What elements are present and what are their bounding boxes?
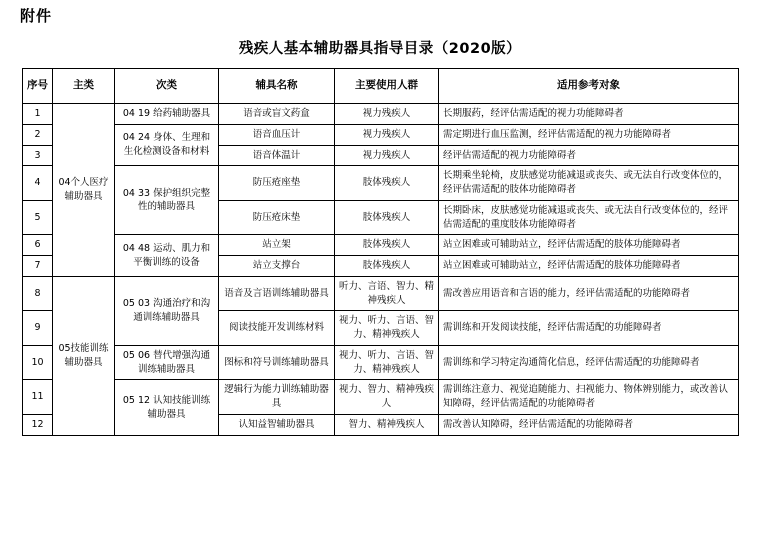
cell-reference: 经评估需适配的视力功能障碍者	[439, 145, 739, 166]
cell-reference: 长期卧床，皮肤感觉功能减退或丧失、或无法自行改变体位的，经评估需适配的重度肢体功能障碍者	[439, 200, 739, 235]
cell-users: 肢体残疾人	[335, 256, 439, 277]
cell-device-name: 防压疮座垫	[219, 166, 335, 201]
header-device-name: 辅具名称	[219, 69, 335, 104]
cell-reference: 需改善认知障碍，经评估需适配的功能障碍者	[439, 415, 739, 436]
cell-sub-category: 04 24 身体、生理和生化检测设备和材料	[115, 124, 219, 166]
cell-users: 视力残疾人	[335, 104, 439, 125]
cell-reference: 需训练注意力、视觉追随能力、扫视能力、物体辨别能力，或改善认知障碍，经评估需适配的功能障碍者	[439, 380, 739, 415]
cell-device-name: 逻辑行为能力训练辅助器具	[219, 380, 335, 415]
catalog-table-container	[22, 68, 738, 436]
cell-num: 11	[23, 380, 53, 415]
cell-device-name: 站立支撑台	[219, 256, 335, 277]
cell-num: 5	[23, 200, 53, 235]
cell-reference: 需定期进行血压监测，经评估需适配的视力功能障碍者	[439, 124, 739, 145]
cell-users: 智力、精神残疾人	[335, 415, 439, 436]
cell-device-name: 图标和符号训练辅助器具	[219, 345, 335, 380]
table-row	[23, 166, 739, 201]
table-row	[23, 104, 739, 125]
table-row	[23, 235, 739, 256]
cell-num: 2	[23, 124, 53, 145]
cell-sub-category: 04 19 给药辅助器具	[115, 104, 219, 125]
cell-num: 9	[23, 311, 53, 346]
cell-device-name: 语音体温计	[219, 145, 335, 166]
cell-reference: 长期乘坐轮椅，皮肤感觉功能减退或丧失、或无法自行改变体位的，经评估需适配的肢体功能障碍者	[439, 166, 739, 201]
header-num: 序号	[23, 69, 53, 104]
header-users: 主要使用人群	[335, 69, 439, 104]
cell-sub-category: 05 06 替代增强沟通训练辅助器具	[115, 345, 219, 380]
header-main-category: 主类	[53, 69, 115, 104]
page-title: 残疾人基本辅助器具指导目录（2020版）	[238, 41, 522, 57]
cell-reference: 需训练和开发阅读技能，经评估需适配的功能障碍者	[439, 311, 739, 346]
cell-device-name: 认知益智辅助器具	[219, 415, 335, 436]
cell-num: 1	[23, 104, 53, 125]
header-reference: 适用参考对象	[439, 69, 739, 104]
cell-users: 视力残疾人	[335, 145, 439, 166]
table-row	[23, 124, 739, 145]
cell-reference: 需训练和学习特定沟通简化信息，经评估需适配的功能障碍者	[439, 345, 739, 380]
catalog-table	[22, 68, 739, 436]
cell-users: 视力、智力、精神残疾人	[335, 380, 439, 415]
table-header-row	[23, 69, 739, 104]
cell-num: 4	[23, 166, 53, 201]
header-sub-category: 次类	[115, 69, 219, 104]
cell-users: 视力、听力、言语、智力、精神残疾人	[335, 345, 439, 380]
cell-users: 听力、言语、智力、精神残疾人	[335, 276, 439, 311]
cell-sub-category: 05 12 认知技能训练辅助器具	[115, 380, 219, 435]
cell-device-name: 语音血压计	[219, 124, 335, 145]
cell-users: 视力、听力、言语、智力、精神残疾人	[335, 311, 439, 346]
cell-users: 视力残疾人	[335, 124, 439, 145]
cell-num: 8	[23, 276, 53, 311]
cell-device-name: 防压疮床垫	[219, 200, 335, 235]
cell-num: 7	[23, 256, 53, 277]
table-row	[23, 380, 739, 415]
cell-reference: 站立困难或可辅助站立，经评估需适配的肢体功能障碍者	[439, 256, 739, 277]
cell-num: 3	[23, 145, 53, 166]
cell-num: 6	[23, 235, 53, 256]
cell-num: 12	[23, 415, 53, 436]
cell-main-category: 04个人医疗辅助器具	[53, 104, 115, 277]
cell-users: 肢体残疾人	[335, 235, 439, 256]
table-row	[23, 345, 739, 380]
cell-device-name: 语音及言语训练辅助器具	[219, 276, 335, 311]
cell-device-name: 站立架	[219, 235, 335, 256]
cell-device-name: 阅读技能开发训练材料	[219, 311, 335, 346]
cell-main-category: 05技能训练辅助器具	[53, 276, 115, 435]
attachment-label: 附件	[20, 7, 53, 25]
cell-reference: 长期服药，经评估需适配的视力功能障碍者	[439, 104, 739, 125]
cell-reference: 需改善应用语音和言语的能力，经评估需适配的功能障碍者	[439, 276, 739, 311]
cell-num: 10	[23, 345, 53, 380]
cell-device-name: 语音或盲文药盒	[219, 104, 335, 125]
cell-sub-category: 04 33 保护组织完整性的辅助器具	[115, 166, 219, 235]
cell-users: 肢体残疾人	[335, 166, 439, 201]
table-row	[23, 276, 739, 311]
cell-reference: 站立困难或可辅助站立，经评估需适配的肢体功能障碍者	[439, 235, 739, 256]
cell-users: 肢体残疾人	[335, 200, 439, 235]
cell-sub-category: 05 03 沟通治疗和沟通训练辅助器具	[115, 276, 219, 345]
cell-sub-category: 04 48 运动、肌力和平衡训练的设备	[115, 235, 219, 277]
